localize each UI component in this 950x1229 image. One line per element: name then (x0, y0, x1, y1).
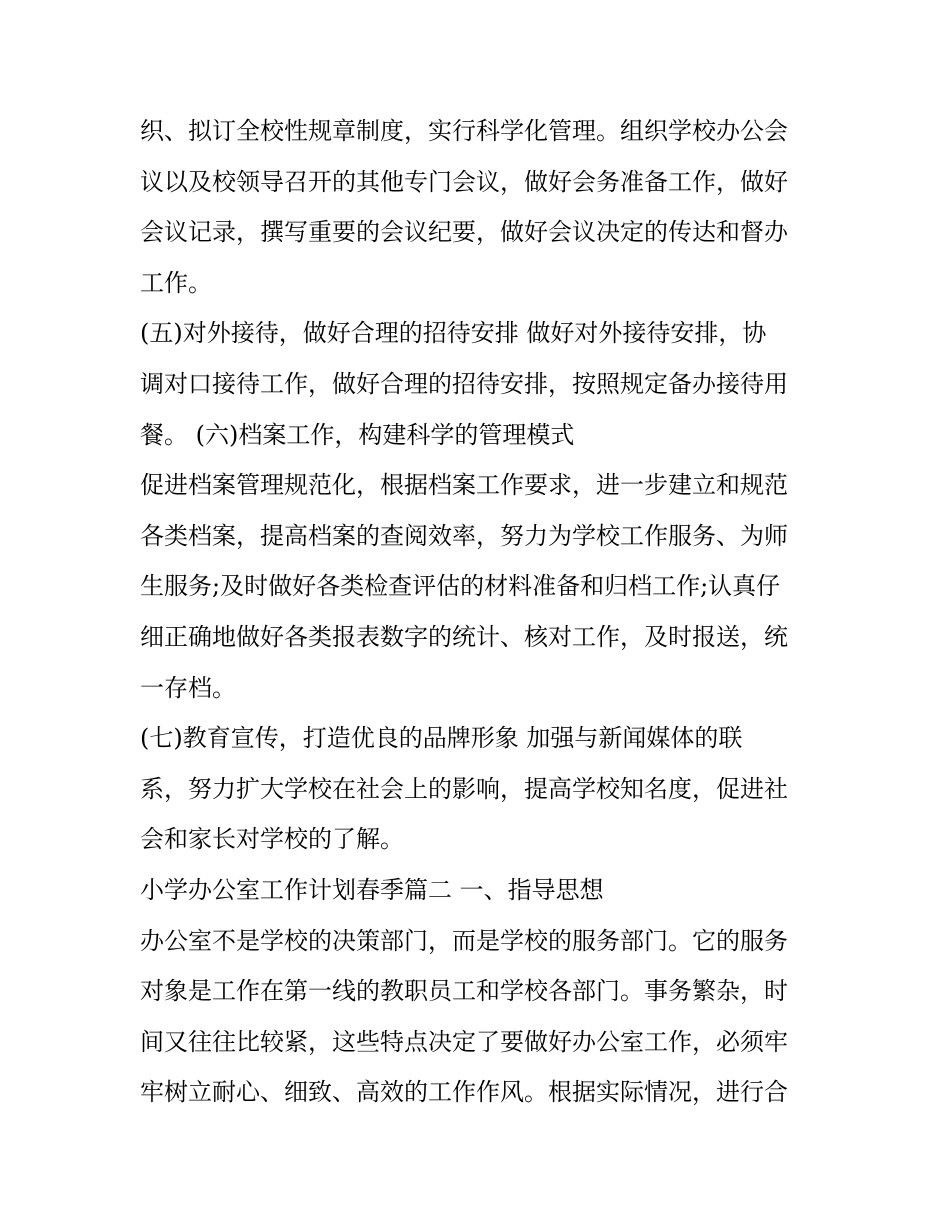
text-line: 调对口接待工作，做好合理的招待安排，按照规定备办接待用 (140, 369, 788, 398)
text-line: (七)教育宣传，打造优良的品牌形象 加强与新闻媒体的联 (140, 724, 743, 753)
text-line: 间又往往比较紧，这些特点决定了要做好办公室工作，必须牢 (140, 1027, 788, 1056)
text-line: 议以及校领导召开的其他专门会议，做好会务准备工作，做好 (140, 167, 788, 196)
text-line: 餐。 (六)档案工作，构建科学的管理模式 (140, 420, 575, 449)
text-line: 细正确地做好各类报表数字的统计、核对工作，及时报送，统 (140, 622, 788, 651)
text-line: (五)对外接待，做好合理的招待安排 做好对外接待安排，协 (140, 319, 767, 348)
text-line: 牢树立耐心、细致、高效的工作作风。根据实际情况，进行合 (140, 1078, 788, 1107)
text-line: 促进档案管理规范化，根据档案工作要求，进一步建立和规范 (140, 471, 788, 500)
text-line: 织、拟订全校性规章制度，实行科学化管理。组织学校办公会 (140, 117, 788, 145)
text-line: 对象是工作在第一线的教职员工和学校各部门。事务繁杂，时 (140, 977, 788, 1006)
text-line: 会和家长对学校的了解。 (140, 825, 404, 854)
text-line: 一存档。 (140, 673, 236, 702)
text-line: 生服务;及时做好各类检查评估的材料准备和归档工作;认真仔 (140, 572, 781, 601)
document-body (140, 106, 820, 1118)
text-line: 系，努力扩大学校在社会上的影响，提高学校知名度，促进社 (140, 774, 788, 803)
text-line: 工作。 (140, 268, 212, 297)
text-line: 会议记录，撰写重要的会议纪要，做好会议决定的传达和督办 (140, 218, 788, 247)
text-line: 各类档案，提高档案的查阅效率，努力为学校工作服务、为师 (140, 521, 788, 550)
section-heading: 小学办公室工作计划春季篇二 一、指导思想 (140, 875, 604, 904)
text-line: 办公室不是学校的决策部门，而是学校的服务部门。它的服务 (140, 926, 788, 955)
